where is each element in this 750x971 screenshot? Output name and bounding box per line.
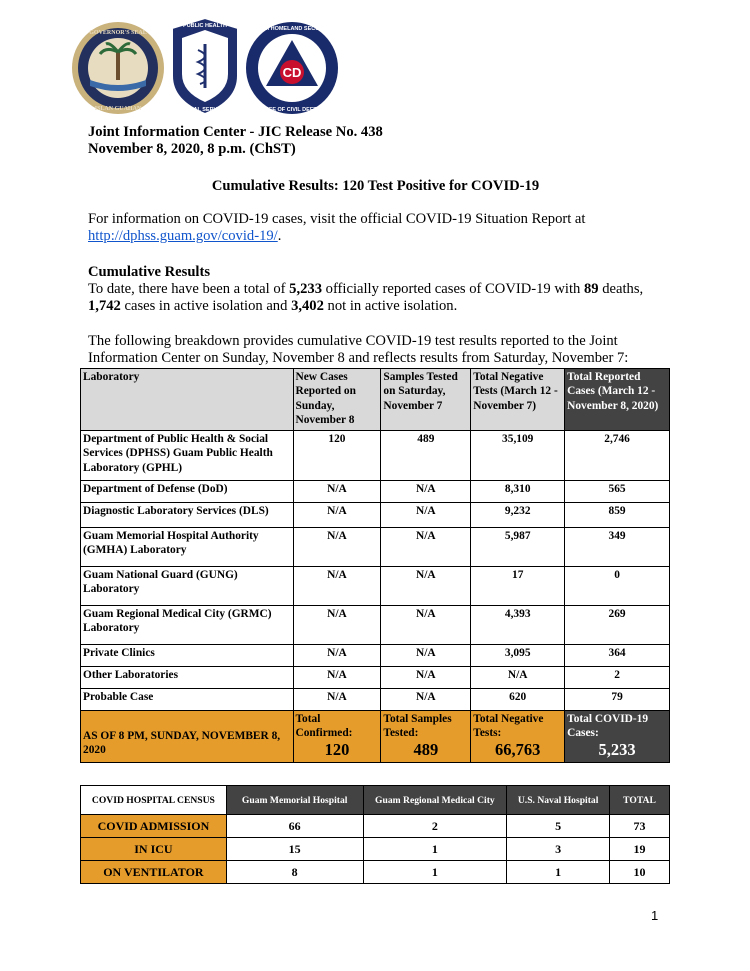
cumulative-heading: Cumulative Results [88, 264, 211, 280]
reported-cases: 0 [565, 567, 670, 606]
lab-row [81, 645, 670, 667]
svg-text:ISLAN GUAHAN: ISLAN GUAHAN [94, 106, 142, 112]
new-cases: N/A [293, 503, 381, 528]
total-confirmed-cell [293, 711, 381, 763]
header-new-cases: New Cases Reported on Sunday, November 8 [293, 369, 381, 431]
total-samples-value: 489 [413, 739, 439, 759]
dphss-logo [168, 16, 242, 116]
total-samples-label: Total Samples Tested: [383, 713, 452, 740]
census-row-label: ON VENTILATOR [81, 861, 227, 884]
reported-cases: 349 [565, 528, 670, 567]
svg-text:GUAM HOMELAND SECURITY: GUAM HOMELAND SECURITY [252, 26, 332, 32]
samples-tested: N/A [381, 645, 471, 667]
negative-tests: 35,109 [471, 431, 565, 481]
guam-homeland-security-logo [244, 20, 340, 116]
intro-end: . [277, 228, 282, 244]
census-row-label: COVID ADMISSION [81, 815, 227, 838]
new-cases: 120 [293, 431, 381, 481]
results-table [80, 368, 670, 763]
census-body [81, 815, 670, 884]
header-reported: Total Reported Cases (March 12 - November 8, 2020) [565, 369, 670, 431]
lab-row [81, 431, 670, 481]
census-header-grmc: Guam Regional Medical City [363, 786, 507, 815]
svg-text:PUBLIC HEALTH: PUBLIC HEALTH [183, 23, 227, 29]
census-row [81, 815, 670, 838]
svg-text:OFFICE OF CIVIL DEFENSE: OFFICE OF CIVIL DEFENSE [255, 107, 329, 113]
census-header-navy: U.S. Naval Hospital [507, 786, 610, 815]
total-negative-value: 66,763 [495, 739, 541, 759]
samples-tested: N/A [381, 528, 471, 567]
cumulative-text [88, 281, 688, 315]
reported-cases: 364 [565, 645, 670, 667]
svg-text:GOVERNOR'S SEAL: GOVERNOR'S SEAL [89, 30, 147, 36]
samples-tested: N/A [381, 503, 471, 528]
negative-tests: 4,393 [471, 606, 565, 645]
census-navy: 5 [507, 815, 610, 838]
cum-p2: officially reported cases of COVID-19 with [322, 281, 584, 297]
release-number: Joint Information Center - JIC Release No. 438 [88, 124, 383, 140]
lab-name: Department of Defense (DoD) [81, 481, 294, 503]
lab-name: Guam Regional Medical City (GRMC) Laboratory [81, 606, 294, 645]
census-header-total: TOTAL [610, 786, 670, 815]
census-header-title: COVID HOSPITAL CENSUS [81, 786, 227, 815]
census-gmh: 15 [226, 838, 363, 861]
lab-name: Department of Public Health & Social Services (DPHSS) Guam Public Health Laboratory (GPHL) [81, 431, 294, 481]
census-grmc: 1 [363, 838, 507, 861]
cum-p5: not in active isolation. [323, 298, 458, 314]
hospital-census-table [80, 785, 670, 884]
samples-tested: N/A [381, 567, 471, 606]
situation-report-link[interactable]: http://dphss.guam.gov/covid-19/ [88, 228, 278, 244]
total-negative-label: Total Negative Tests: [473, 713, 544, 740]
reported-cases: 2,746 [565, 431, 670, 481]
census-row [81, 861, 670, 884]
census-total: 19 [610, 838, 670, 861]
census-gmh: 8 [226, 861, 363, 884]
negative-tests: 620 [471, 689, 565, 711]
cd-letters: CD [282, 65, 302, 80]
lab-row [81, 481, 670, 503]
not-active-value: 3,402 [291, 298, 324, 314]
total-covid-value: 5,233 [598, 739, 636, 759]
census-grmc: 1 [363, 861, 507, 884]
new-cases: N/A [293, 667, 381, 689]
negative-tests: 5,987 [471, 528, 565, 567]
active-isolation-value: 1,742 [88, 298, 121, 314]
total-confirmed-label: Total Confirmed: [295, 713, 353, 740]
new-cases: N/A [293, 606, 381, 645]
lab-row [81, 528, 670, 567]
reported-cases: 2 [565, 667, 670, 689]
page-number: 1 [651, 908, 659, 923]
cumulative-section [88, 264, 688, 315]
lab-name: Guam National Guard (GUNG) Laboratory [81, 567, 294, 606]
reported-cases: 859 [565, 503, 670, 528]
samples-tested: 489 [381, 431, 471, 481]
census-grmc: 2 [363, 815, 507, 838]
headline: Cumulative Results: 120 Test Positive for COVID-19 [211, 178, 540, 194]
census-row [81, 838, 670, 861]
total-negative-cell [471, 711, 565, 763]
total-cases-value: 5,233 [289, 281, 323, 297]
results-header-row [81, 369, 670, 431]
lab-row [81, 689, 670, 711]
cum-p3: deaths, [598, 281, 644, 297]
new-cases: N/A [293, 481, 381, 503]
totals-row [81, 711, 670, 763]
totals-label: AS OF 8 PM, SUNDAY, NOVEMBER 8, 2020 [81, 711, 294, 763]
lab-name: Guam Memorial Hospital Authority (GMHA) Laboratory [81, 528, 294, 567]
header-negative: Total Negative Tests (March 12 - November 7) [471, 369, 565, 431]
lab-row [81, 606, 670, 645]
intro-text: For information on COVID-19 cases, visit the official COVID-19 Situation Report at [88, 211, 586, 227]
header-samples: Samples Tested on Saturday, November 7 [381, 369, 471, 431]
cum-p4: cases in active isolation and [120, 298, 292, 314]
samples-tested: N/A [381, 606, 471, 645]
results-body [81, 431, 670, 711]
governors-seal-logo [70, 20, 166, 116]
lab-row [81, 503, 670, 528]
reported-cases: 79 [565, 689, 670, 711]
total-confirmed-value: 120 [324, 739, 350, 759]
new-cases: N/A [293, 645, 381, 667]
svg-text:SOCIAL SERVICES: SOCIAL SERVICES [180, 107, 230, 113]
census-header-gmh: Guam Memorial Hospital [226, 786, 363, 815]
new-cases: N/A [293, 528, 381, 567]
cum-p1: To date, there have been a total of [88, 281, 290, 297]
negative-tests: 8,310 [471, 481, 565, 503]
reported-cases: 269 [565, 606, 670, 645]
release-header [88, 124, 688, 158]
new-cases: N/A [293, 567, 381, 606]
total-samples-cell [381, 711, 471, 763]
negative-tests: 9,232 [471, 503, 565, 528]
census-navy: 1 [507, 861, 610, 884]
new-cases: N/A [293, 689, 381, 711]
negative-tests: 17 [471, 567, 565, 606]
samples-tested: N/A [381, 667, 471, 689]
census-gmh: 66 [226, 815, 363, 838]
census-navy: 3 [507, 838, 610, 861]
lab-row [81, 567, 670, 606]
lab-row [81, 667, 670, 689]
census-total: 73 [610, 815, 670, 838]
lab-name: Probable Case [81, 689, 294, 711]
deaths-value: 89 [583, 281, 599, 297]
negative-tests: N/A [471, 667, 565, 689]
total-covid-cell [565, 711, 670, 763]
lab-name: Diagnostic Laboratory Services (DLS) [81, 503, 294, 528]
breakdown-paragraph: The following breakdown provides cumulative COVID-19 test results reported to the Joint Information Center on Sunday, November 8 and reflects results from Saturday, November 7: [88, 333, 629, 366]
samples-tested: N/A [381, 481, 471, 503]
intro-paragraph [88, 211, 688, 245]
lab-name: Private Clinics [81, 645, 294, 667]
census-total: 10 [610, 861, 670, 884]
census-row-label: IN ICU [81, 838, 227, 861]
reported-cases: 565 [565, 481, 670, 503]
total-covid-label: Total COVID-19 Cases: [567, 713, 649, 740]
header-laboratory: Laboratory [81, 369, 294, 431]
census-header-row [81, 786, 670, 815]
lab-name: Other Laboratories [81, 667, 294, 689]
release-date: November 8, 2020, 8 p.m. (ChST) [88, 141, 296, 157]
negative-tests: 3,095 [471, 645, 565, 667]
samples-tested: N/A [381, 689, 471, 711]
